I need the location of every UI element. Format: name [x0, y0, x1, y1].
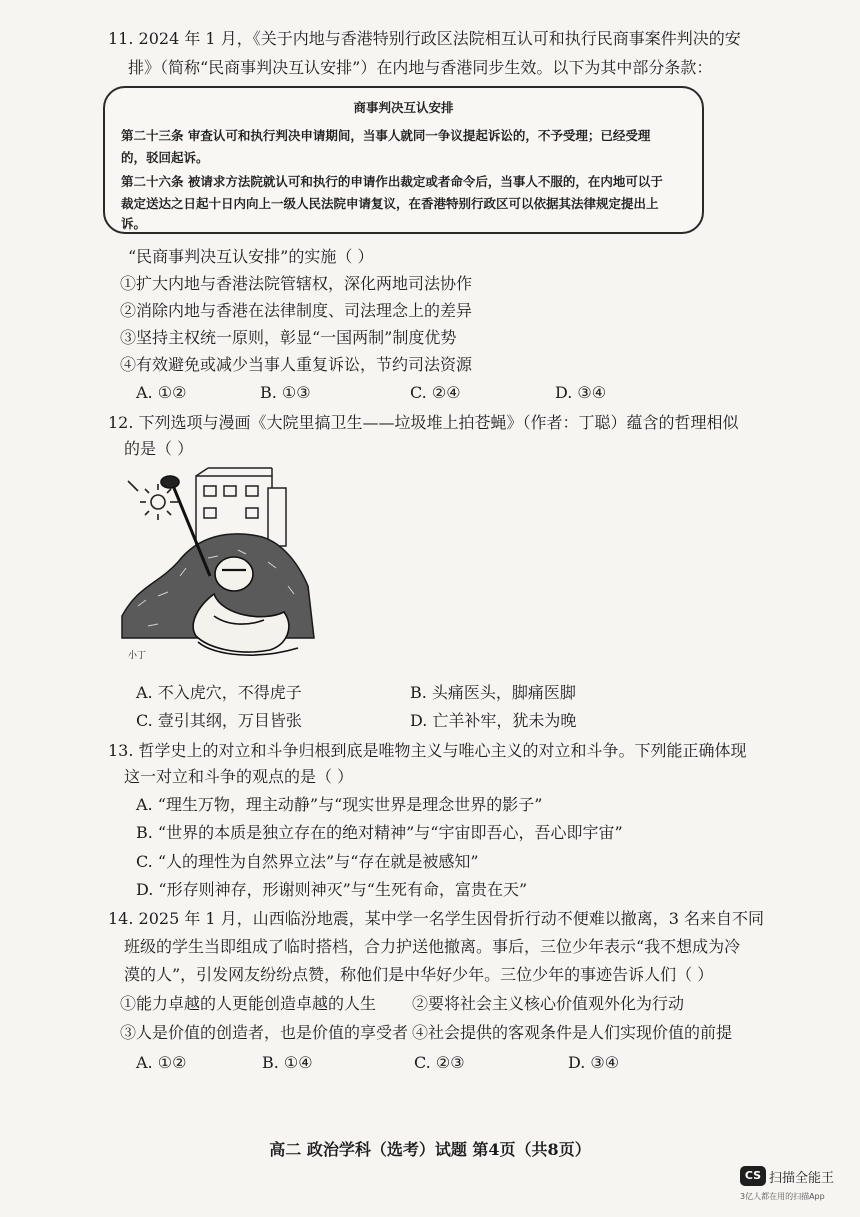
q13-option-d: D. “形存则神存，形谢则神灭”与“生死有命，富贵在天” — [136, 880, 528, 899]
q11-option-a: A. ①② — [136, 383, 187, 402]
q14-item-4: ④社会提供的客观条件是人们实现价值的前提 — [412, 1023, 733, 1042]
q14-item-2: ②要将社会主义核心价值观外化为行动 — [412, 994, 685, 1013]
clause-23-line1: 第二十三条 审查认可和执行判决申请期间，当事人就同一争议提起诉讼的，不予受理；已经受理 — [121, 128, 651, 143]
q11-item-3: ③坚持主权统一原则，彰显“一国两制”制度优势 — [120, 328, 457, 347]
q11-line1: 11. 2024 年 1 月，《关于内地与香港特别行政区法院相互认可和执行民商事案件判决的安 — [108, 29, 741, 48]
q11-stem: “民商事判决互认安排”的实施（ ） — [128, 247, 374, 266]
scanner-app-name: 扫描全能王 — [769, 1171, 835, 1186]
clause-23-line2: 的，驳回起诉。 — [121, 150, 209, 165]
q14-option-a: A. ①② — [136, 1053, 187, 1072]
q13-option-b: B. “世界的本质是独立存在的绝对精神”与“宇宙即吾心，吾心即宇宙” — [136, 823, 623, 842]
q13-option-c: C. “人的理性为自然界立法”与“存在就是被感知” — [136, 852, 479, 871]
q12-option-a: A. 不入虎穴，不得虎子 — [136, 683, 302, 702]
q12-option-d: D. 亡羊补牢，犹未为晚 — [410, 711, 577, 730]
q14-line1: 14. 2025 年 1 月，山西临汾地震，某中学一名学生因骨折行动不便难以撤离，3 名来自不同 — [108, 909, 764, 928]
q12-line1: 12. 下列选项与漫画《大院里搞卫生——垃圾堆上拍苍蝇》（作者：丁聪）蕴含的哲理相似 — [108, 413, 739, 432]
q14-line2: 班级的学生当即组成了临时搭档，合力护送他撤离。事后，三位少年表示“我不想成为冷 — [124, 937, 741, 956]
clause-26-line2: 裁定送达之日起十日内向上一级人民法院申请复议，在香港特别行政区可以依据其法律规定提出上 — [121, 196, 659, 211]
q13-line2: 这一对立和斗争的观点的是（ ） — [124, 767, 354, 786]
q12-option-b: B. 头痛医头，脚痛医脚 — [410, 683, 576, 702]
q14-item-1: ①能力卓越的人更能创造卓越的人生 — [120, 994, 377, 1013]
q11-option-d: D. ③④ — [555, 383, 607, 402]
page-footer: 高二 政治学科（选考）试题 第4页（共8页） — [269, 1140, 591, 1159]
camscanner-logo-icon: CS — [740, 1166, 766, 1186]
q11-item-1: ①扩大内地与香港法院管辖权，深化两地司法协作 — [120, 274, 473, 293]
q12-line2: 的是（ ） — [124, 439, 194, 458]
q11-item-2: ②消除内地与香港在法律制度、司法理念上的差异 — [120, 301, 473, 320]
q11-line2: 排》（简称“民商事判决互认安排”）在内地与香港同步生效。以下为其中部分条款： — [128, 58, 713, 77]
clause-26-line1: 第二十六条 被请求方法院就认可和执行的申请作出裁定或者命令后，当事人不服的，在内地可以于 — [121, 174, 663, 189]
clause-box-title: 商事判决互认安排 — [353, 100, 454, 115]
q11-item-4: ④有效避免或减少当事人重复诉讼，节约司法资源 — [120, 355, 473, 374]
q14-option-d: D. ③④ — [568, 1053, 620, 1072]
q11-clause-box — [103, 86, 704, 234]
q14-item-3: ③人是价值的创造者，也是价值的享受者 — [120, 1023, 409, 1042]
q13-option-a: A. “理生万物，理主动静”与“现实世界是理念世界的影子” — [136, 795, 543, 814]
q14-line3: 漠的人”，引发网友纷纷点赞，称他们是中华好少年。三位少年的事迹告诉人们（ ） — [124, 965, 714, 984]
q14-option-b: B. ①④ — [262, 1053, 313, 1072]
cartoon-illustration — [118, 466, 318, 666]
q11-option-b: B. ①③ — [260, 383, 311, 402]
clause-26-line3: 诉。 — [121, 216, 147, 231]
q14-option-c: C. ②③ — [414, 1053, 465, 1072]
cartoon-signature: 小丁 — [128, 651, 147, 661]
q13-line1: 13. 哲学史上的对立和斗争归根到底是唯物主义与唯心主义的对立和斗争。下列能正确体现 — [108, 741, 747, 760]
q12-option-c: C. 壹引其纲，万目皆张 — [136, 711, 302, 730]
q11-option-c: C. ②④ — [410, 383, 461, 402]
scanner-tagline: 3亿人都在用的扫描App — [740, 1192, 825, 1201]
